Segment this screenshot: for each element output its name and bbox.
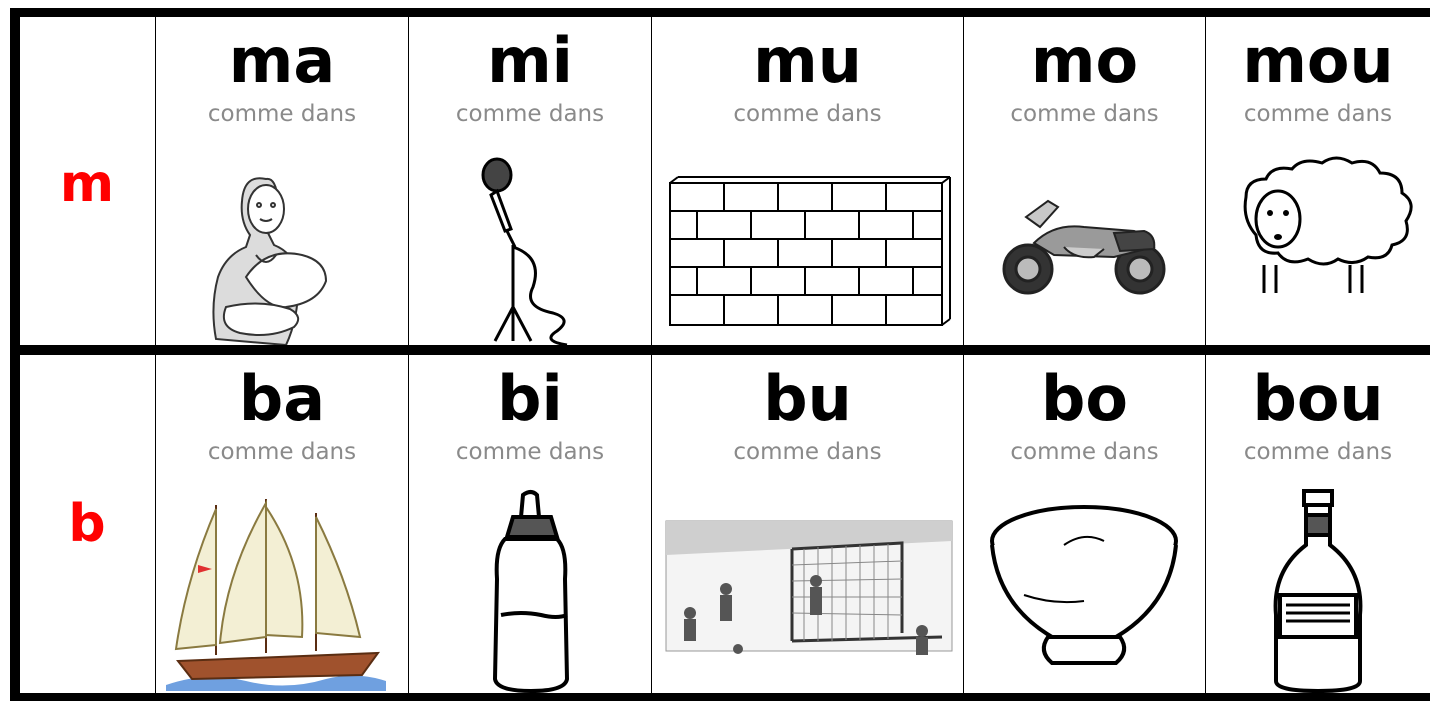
brick-wall-icon [652, 147, 963, 345]
example-caption: comme dans [207, 439, 357, 465]
example-caption: comme dans [733, 101, 882, 127]
syllable: ma [228, 24, 336, 97]
microphone-icon [409, 147, 651, 345]
sheep-icon [1206, 147, 1430, 345]
syllable-cell-ma [156, 17, 408, 345]
motorcycle-icon [964, 147, 1205, 345]
bottle-icon [1206, 485, 1430, 693]
syllable: bu [763, 362, 852, 435]
row-letter-b: b [68, 494, 106, 554]
syllable-cell-mu [652, 17, 963, 345]
syllable: mo [1030, 24, 1139, 97]
example-caption: comme dans [207, 101, 357, 127]
baby-bottle-icon [409, 485, 651, 693]
syllable: bo [1041, 362, 1128, 435]
sailing-boat-icon [156, 485, 408, 693]
example-caption: comme dans [1010, 101, 1159, 127]
syllable-cell-mo [964, 17, 1205, 345]
row-letter-m: m [59, 154, 115, 214]
syllable: mu [753, 24, 862, 97]
mother-with-baby-icon [156, 147, 408, 345]
syllable-cell-bou [1206, 355, 1430, 693]
syllable-cell-ba [156, 355, 408, 693]
syllable-cell-bu [652, 355, 963, 693]
bowl-icon [964, 485, 1205, 693]
syllable: bou [1252, 362, 1384, 435]
syllable-cell-mi [409, 17, 651, 345]
syllable: mou [1242, 24, 1394, 97]
example-caption: comme dans [733, 439, 882, 465]
row-divider [10, 345, 1430, 355]
example-caption: comme dans [1243, 439, 1393, 465]
syllable-cell-bo [964, 355, 1205, 693]
frame-top-border [10, 8, 1430, 17]
example-caption: comme dans [1243, 101, 1393, 127]
example-caption: comme dans [455, 439, 605, 465]
syllable-cell-mou [1206, 17, 1430, 345]
example-caption: comme dans [1010, 439, 1159, 465]
syllable: mi [487, 24, 573, 97]
example-caption: comme dans [455, 101, 605, 127]
syllable-cell-bi [409, 355, 651, 693]
football-goal-icon [652, 485, 963, 693]
syllable: ba [238, 362, 326, 435]
syllable: bi [497, 362, 563, 435]
frame-bottom-border [10, 693, 1430, 701]
